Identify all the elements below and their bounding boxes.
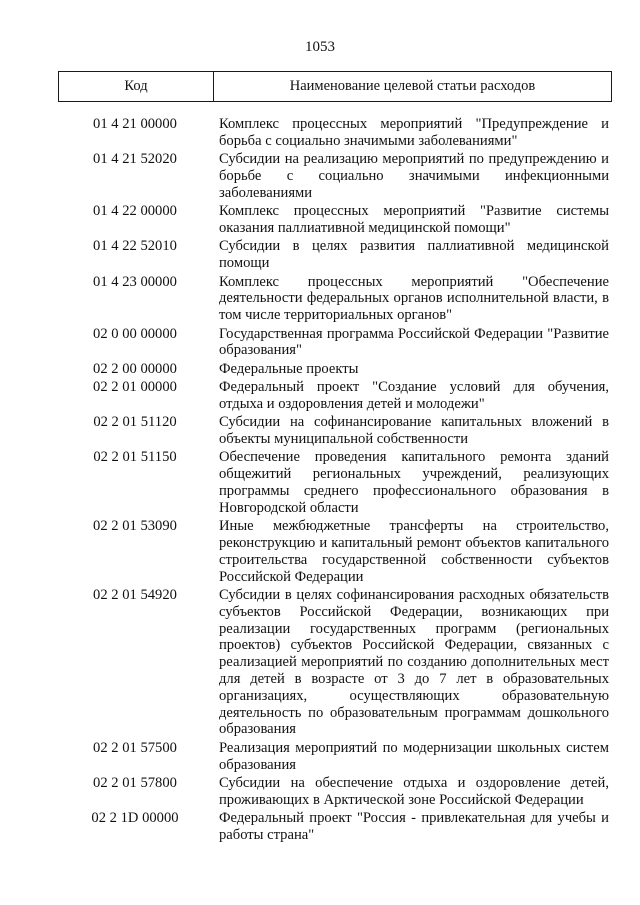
table-row <box>58 238 612 272</box>
row-code: 01 4 22 52010 <box>93 238 177 255</box>
table-row <box>58 449 612 516</box>
table-row <box>58 203 612 237</box>
page-number: 1053 <box>305 39 335 55</box>
row-name: Комплекс процессных мероприятий "Предупреждение и борьба с социально значимыми заболеваниями" <box>219 116 609 149</box>
row-name: Субсидии на обеспечение отдыха и оздоровление детей, проживающих в Арктической зоне Российской Федерации <box>219 775 609 808</box>
table-row <box>58 810 612 844</box>
row-code: 02 0 00 00000 <box>93 325 177 342</box>
table-row <box>58 151 612 201</box>
table-body <box>58 116 612 845</box>
table-row <box>58 326 612 360</box>
row-code: 02 2 01 51150 <box>93 449 177 466</box>
table-row <box>58 274 612 324</box>
table-header <box>58 71 612 102</box>
header-name: Наименование целевой статьи расходов <box>289 78 536 94</box>
row-name: Субсидии на софинансирование капитальных вложений в объекты муниципальной собственности <box>219 414 609 448</box>
table-row <box>58 587 612 738</box>
row-code: 01 4 22 00000 <box>93 203 177 220</box>
table-row <box>58 414 612 448</box>
row-name: Государственная программа Российской Федерации "Развитие образования" <box>219 325 609 359</box>
row-name: Субсидии на реализацию мероприятий по предупреждению и борьбе с социально значимыми инфекционными заболеваниями <box>219 151 609 201</box>
row-code: 02 2 01 54920 <box>93 587 177 604</box>
row-name: Федеральный проект "Создание условий для обучения, отдыха и оздоровления детей и молодежи" <box>219 379 609 412</box>
row-name: Субсидии в целях развития паллиативной медицинской помощи <box>219 238 609 272</box>
row-code: 02 2 01 53090 <box>93 518 177 535</box>
table-row <box>58 361 612 378</box>
row-name: Обеспечение проведения капитального ремонта зданий общежитий региональных учреждений, реализующих программы среднего профессионального образования в Новгородской области <box>219 449 609 516</box>
row-code: 02 2 01 57800 <box>93 775 177 791</box>
row-name: Федеральные проекты <box>219 360 359 377</box>
table-row <box>58 775 612 809</box>
row-name: Федеральный проект "Россия - привлекательная для учебы и работы страна" <box>219 810 609 843</box>
table-row <box>58 740 612 774</box>
table-row <box>58 518 612 585</box>
row-code: 02 2 01 00000 <box>93 379 177 396</box>
row-code: 01 4 23 00000 <box>93 273 177 290</box>
row-code: 02 2 00 00000 <box>93 360 177 377</box>
row-name: Иные межбюджетные трансферты на строительство, реконструкцию и капитальный ремонт объектов капитального строительства государственной собственности субъектов Российской Федерации <box>219 518 609 585</box>
row-name: Реализация мероприятий по модернизации школьных систем образования <box>219 739 609 773</box>
table-row <box>58 116 612 150</box>
table-row <box>58 379 612 413</box>
row-code: 01 4 21 52020 <box>93 151 177 168</box>
header-code: Код <box>59 72 214 101</box>
row-code: 02 2 01 51120 <box>93 414 177 431</box>
row-name: Субсидии в целях софинансирования расходных обязательств субъектов Российской Федерации, возникающих при реализации государственных программ (региональных проектов) субъектов Российской Федерации, связанных с реализацией мероприятий по созданию дополнительных мест для детей в возрасте от 3 до 7 лет в образовательных организациях, осуществляющих образовательную деятельность по образовательным программам дошкольного образования <box>219 587 609 738</box>
row-name: Комплекс процессных мероприятий "Развитие системы оказания паллиативной медицинской помощи" <box>219 203 609 236</box>
row-code: 02 2 1D 00000 <box>91 810 179 827</box>
row-name: Комплекс процессных мероприятий "Обеспечение деятельности федеральных органов исполнительной власти, в том числе территориальных органов" <box>219 273 609 324</box>
row-code: 02 2 01 57500 <box>93 739 177 756</box>
row-code: 01 4 21 00000 <box>93 116 177 132</box>
